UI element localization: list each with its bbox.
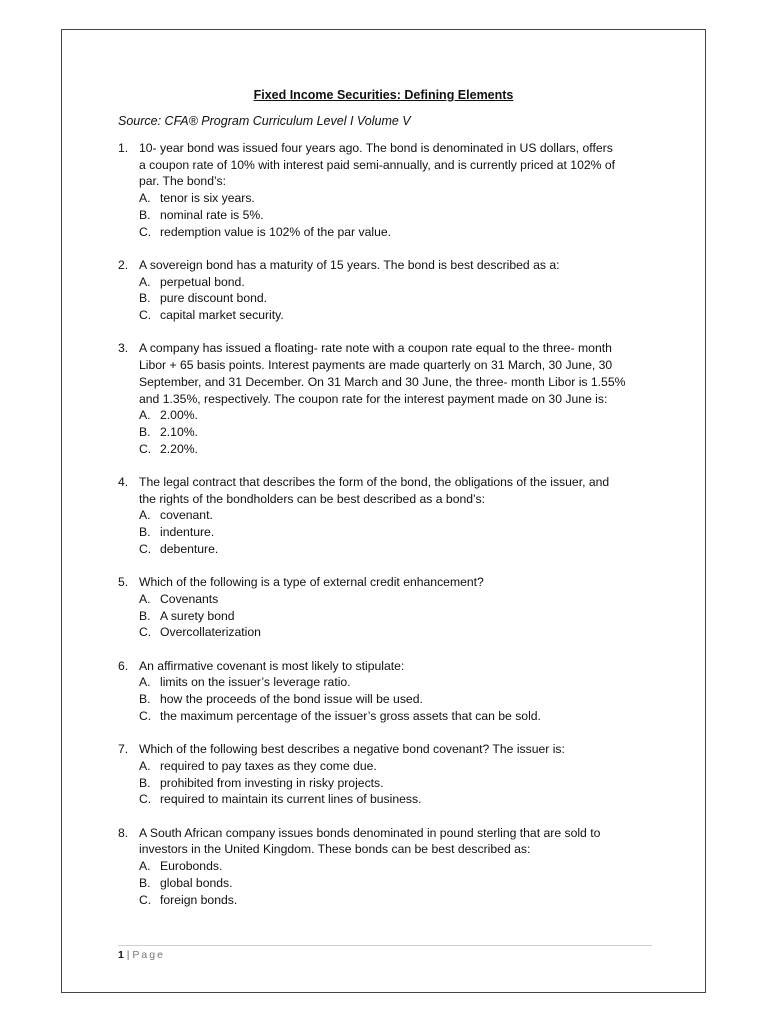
question-body [139, 140, 658, 240]
question-text-line: a coupon rate of 10% with interest paid semi-annually, and is currently priced at 102% of [139, 157, 616, 172]
option-text: redemption value is 102% of the par value. [160, 224, 392, 239]
answer-options [139, 858, 658, 908]
question-item [118, 574, 658, 641]
option-text: 2.10%. [160, 424, 198, 439]
answer-option [139, 424, 658, 441]
question-text-line: Which of the following best describes a negative bond covenant? The issuer is: [139, 742, 565, 757]
option-letter: C. [139, 892, 152, 907]
option-text: pure discount bond. [160, 291, 268, 306]
question-item [118, 825, 658, 909]
option-letter: C. [139, 441, 152, 456]
question-text-line: and 1.35%, respectively. The coupon rate for the interest payment made on 30 June is: [139, 391, 608, 406]
question-number: 1. [118, 141, 129, 155]
question-number: 5. [118, 575, 129, 590]
option-letter: B. [139, 525, 151, 540]
question-body [139, 474, 658, 558]
option-letter: A. [139, 408, 151, 423]
option-text: perpetual bond. [160, 274, 245, 289]
question-text-line: Which of the following is a type of external credit enhancement? [139, 575, 484, 590]
question-list [118, 140, 658, 908]
option-text: tenor is six years. [160, 191, 255, 206]
answer-options [139, 674, 658, 724]
question-text-line: A sovereign bond has a maturity of 15 years. The bond is best described as a: [139, 257, 560, 272]
option-letter: B. [139, 207, 151, 222]
option-text: A surety bond [160, 608, 235, 623]
option-text: limits on the issuer’s leverage ratio. [160, 675, 351, 690]
answer-option [139, 892, 658, 909]
question-item [118, 257, 658, 324]
option-letter: B. [139, 608, 151, 623]
source-line: Source: CFA® Program Curriculum Level I Volume V [118, 114, 411, 128]
question-number: 7. [118, 742, 129, 757]
option-letter: C. [139, 792, 152, 807]
option-text: covenant. [160, 508, 213, 523]
question-body [139, 825, 658, 909]
question-text-line: The legal contract that describes the form of the bond, the obligations of the issuer, and [139, 475, 610, 490]
answer-option [139, 708, 658, 725]
question-item [118, 140, 658, 240]
answer-options [139, 274, 658, 324]
question-text-line: investors in the United Kingdom. These bonds can be best described as: [139, 842, 531, 857]
option-letter: A. [139, 274, 151, 289]
question-number: 2. [118, 257, 129, 272]
question-number: 4. [118, 475, 129, 490]
option-letter: A. [139, 508, 151, 523]
answer-option [139, 207, 658, 224]
question-text-line: the rights of the bondholders can be best described as a bond’s: [139, 491, 485, 506]
option-text: 2.00%. [160, 408, 198, 423]
option-letter: B. [139, 775, 151, 790]
question-number: 3. [118, 341, 129, 356]
question-text-line: 10- year bond was issued four years ago. The bond is denominated in US dollars, offers [139, 141, 613, 155]
answer-option [139, 507, 658, 524]
question-number: 8. [118, 825, 129, 840]
option-text: the maximum percentage of the issuer’s gross assets that can be sold. [160, 708, 541, 723]
answer-option [139, 674, 658, 691]
option-letter: A. [139, 191, 151, 206]
option-text: nominal rate is 5%. [160, 207, 264, 222]
question-body [139, 257, 658, 324]
option-letter: B. [139, 875, 151, 890]
question-body [139, 741, 658, 808]
answer-option [139, 441, 658, 458]
question-item [118, 658, 658, 725]
answer-option [139, 608, 658, 625]
option-letter: A. [139, 859, 151, 874]
answer-option [139, 758, 658, 775]
option-text: required to maintain its current lines of business. [160, 792, 422, 807]
question-text-line: An affirmative covenant is most likely to stipulate: [139, 658, 405, 673]
page-label: Page [132, 949, 165, 961]
footer-separator: | [126, 949, 130, 961]
option-letter: B. [139, 424, 151, 439]
answer-option [139, 224, 658, 241]
question-text-line: A South African company issues bonds denominated in pound sterling that are sold to [139, 825, 601, 840]
answer-options [139, 190, 658, 240]
option-letter: C. [139, 708, 152, 723]
option-letter: C. [139, 625, 152, 640]
answer-options [139, 758, 658, 808]
answer-option [139, 307, 658, 324]
option-text: foreign bonds. [160, 892, 238, 907]
option-text: Covenants [160, 591, 219, 606]
option-letter: A. [139, 675, 151, 690]
page-title: Fixed Income Securities: Defining Elements [253, 88, 514, 102]
question-text-line: September, and 31 December. On 31 March and 30 June, the three- month Libor is 1.55% [139, 374, 626, 389]
answer-option [139, 274, 658, 291]
question-item [118, 741, 658, 808]
option-text: Overcollaterization [160, 625, 261, 640]
option-letter: A. [139, 758, 151, 773]
option-text: Eurobonds. [160, 859, 223, 874]
answer-option [139, 290, 658, 307]
answer-option [139, 624, 658, 641]
question-item [118, 340, 658, 457]
answer-options [139, 507, 658, 557]
option-letter: B. [139, 692, 151, 707]
question-body [139, 574, 658, 641]
option-letter: A. [139, 591, 151, 606]
question-body [139, 658, 658, 725]
question-text-line: par. The bond’s: [139, 174, 226, 189]
option-text: required to pay taxes as they come due. [160, 758, 377, 773]
option-letter: B. [139, 291, 151, 306]
document-page [61, 29, 706, 993]
option-letter: C. [139, 541, 152, 556]
option-text: how the proceeds of the bond issue will be used. [160, 692, 423, 707]
answer-option [139, 591, 658, 608]
answer-option [139, 407, 658, 424]
answer-option [139, 524, 658, 541]
question-body [139, 340, 658, 457]
question-text-line: A company has issued a floating- rate note with a coupon rate equal to the three- month [139, 341, 612, 356]
option-text: prohibited from investing in risky projects. [160, 775, 384, 790]
page-footer [118, 949, 165, 961]
question-item [118, 474, 658, 558]
option-text: debenture. [160, 541, 219, 556]
option-text: 2.20%. [160, 441, 198, 456]
answer-options [139, 591, 658, 641]
answer-option [139, 541, 658, 558]
answer-option [139, 691, 658, 708]
option-letter: C. [139, 308, 152, 323]
answer-option [139, 858, 658, 875]
footer-divider [118, 945, 652, 946]
page-number: 1 [118, 949, 124, 961]
question-number: 6. [118, 658, 129, 673]
option-text: indenture. [160, 525, 215, 540]
answer-option [139, 875, 658, 892]
answer-option [139, 190, 658, 207]
option-text: capital market security. [160, 308, 284, 323]
answer-option [139, 775, 658, 792]
answer-options [139, 407, 658, 457]
question-text-line: Libor + 65 basis points. Interest payments are made quarterly on 31 March, 30 June, 30 [139, 358, 613, 373]
option-letter: C. [139, 224, 152, 239]
option-text: global bonds. [160, 875, 233, 890]
answer-option [139, 791, 658, 808]
